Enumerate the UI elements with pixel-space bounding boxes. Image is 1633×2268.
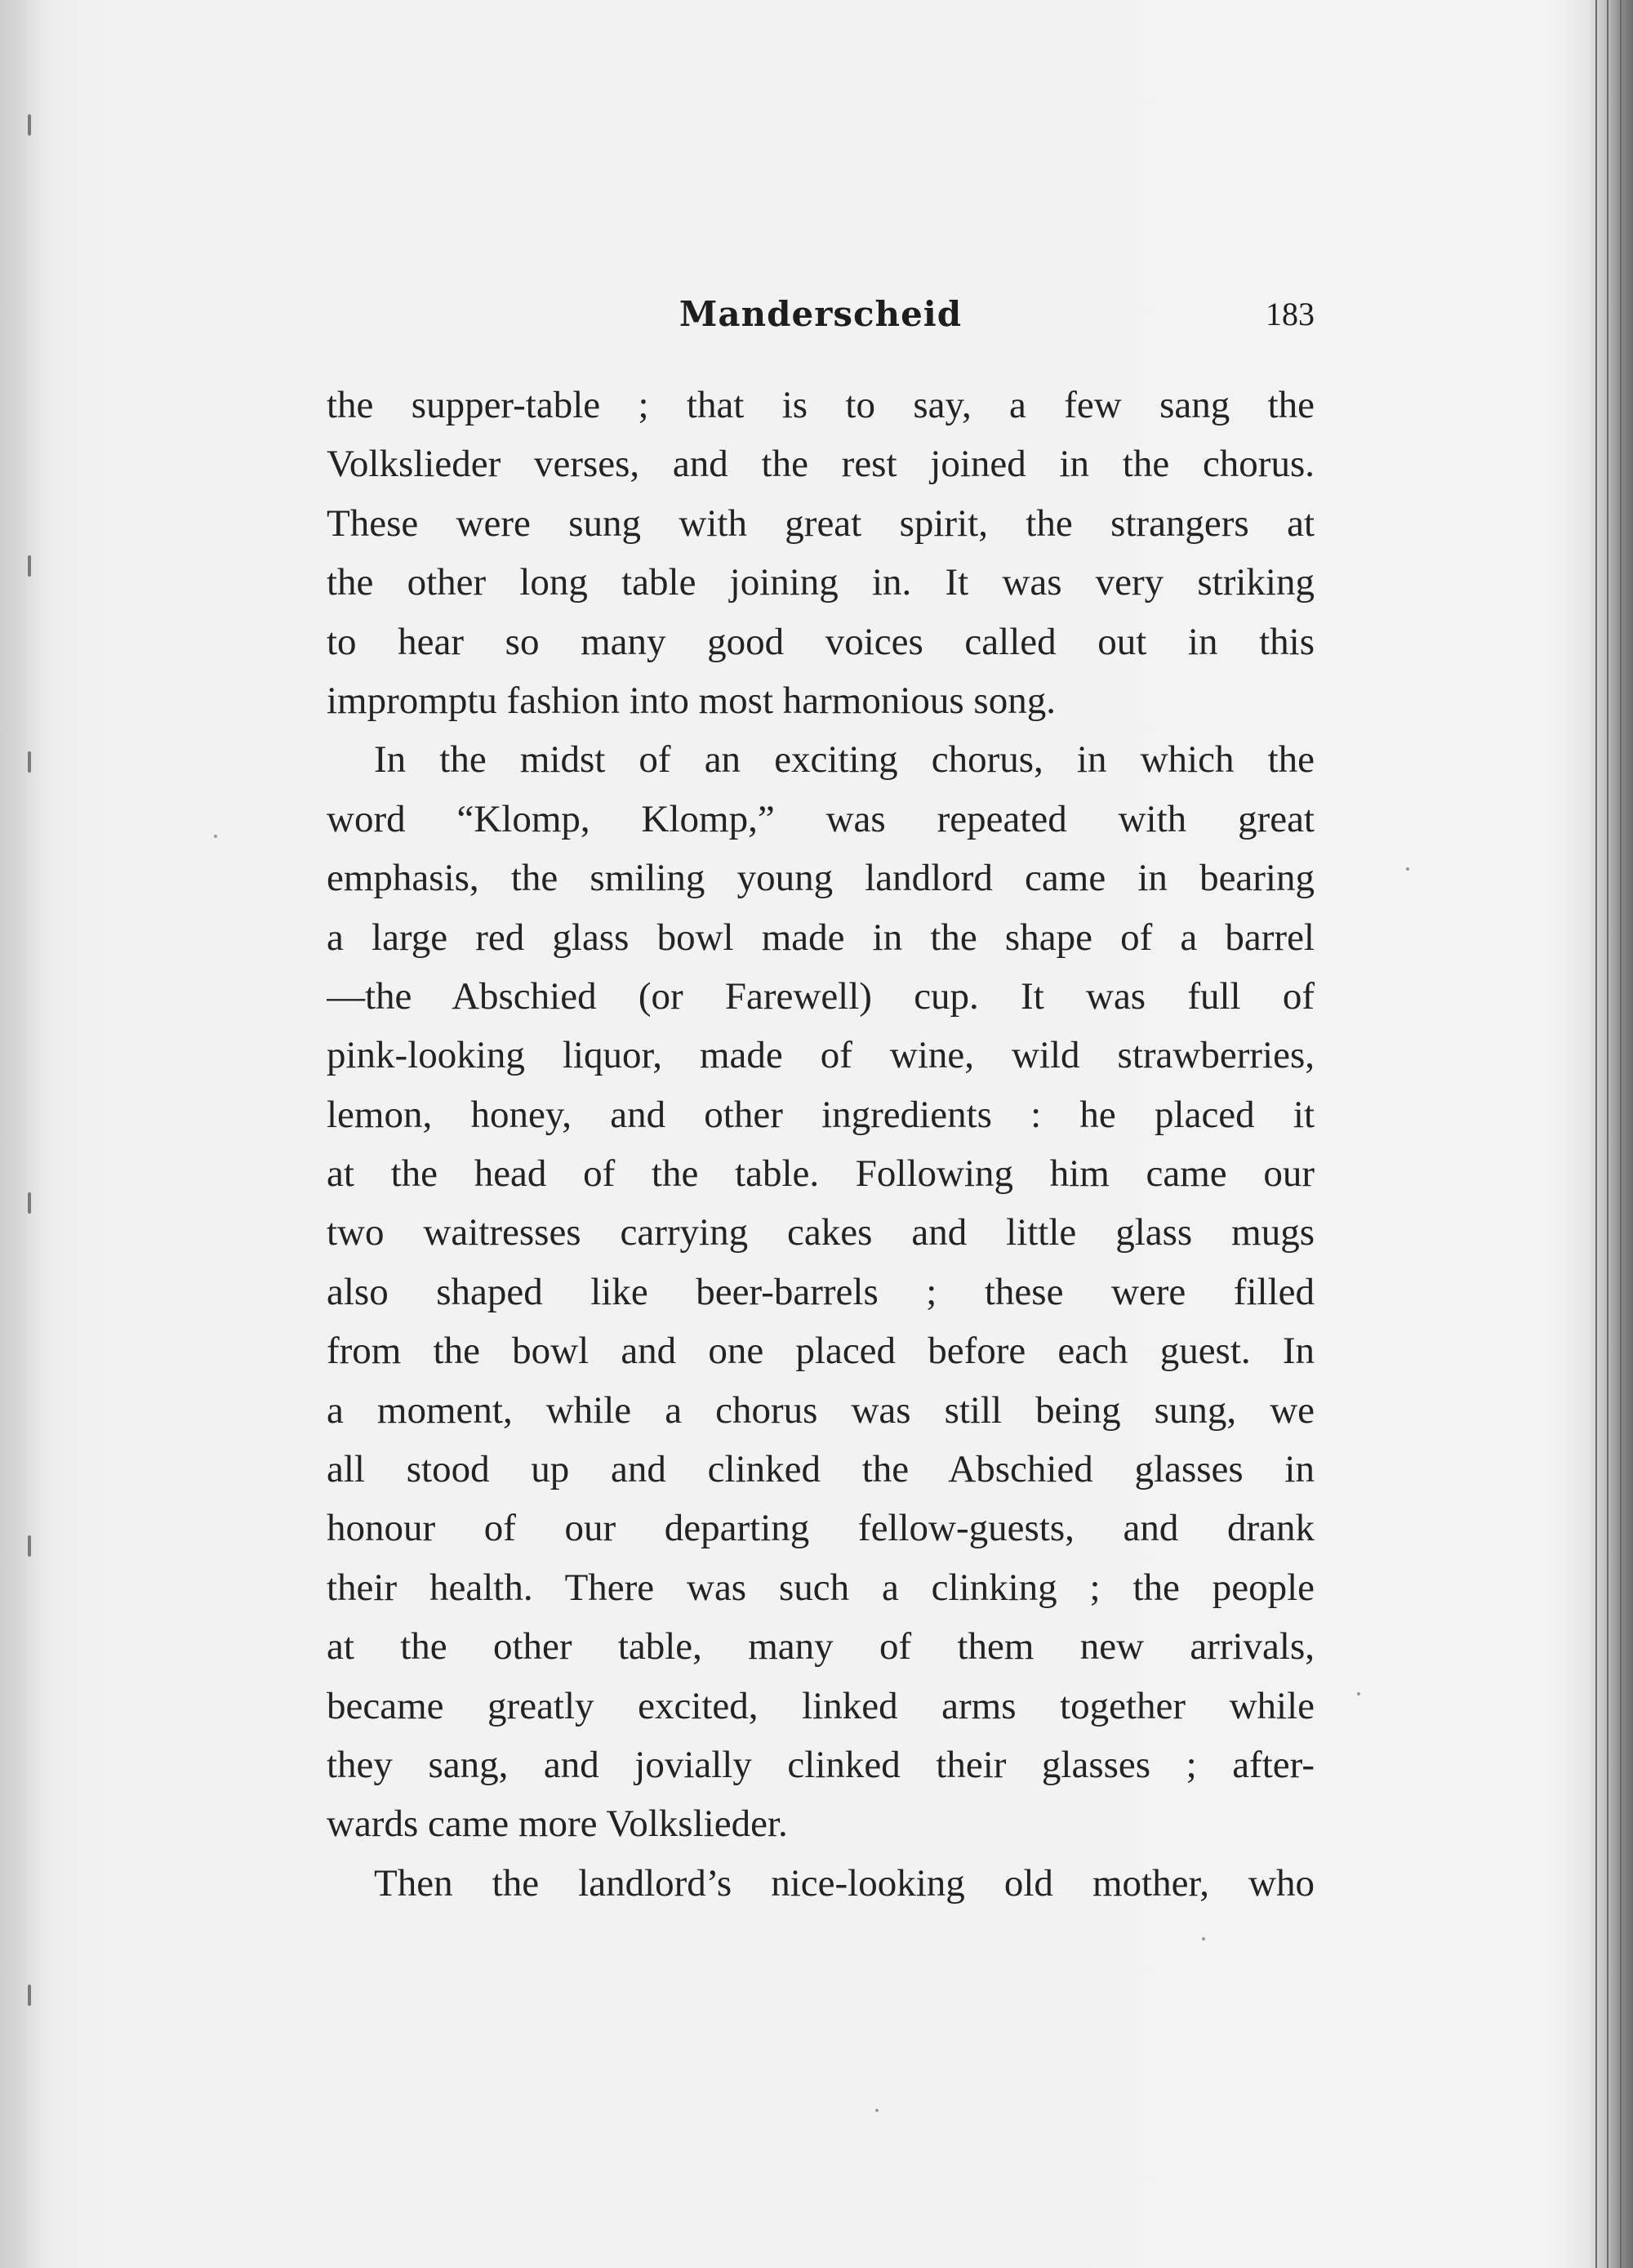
text-line: pink-looking liquor, made of wine, wild strawberries, <box>327 1034 1315 1077</box>
left-page-edge <box>0 0 49 2268</box>
binding-line <box>1607 0 1609 2268</box>
text-line: also shaped like beer-barrels ; these were filled <box>327 1270 1315 1313</box>
text-line: two waitresses carrying cakes and little glass mugs <box>327 1211 1315 1254</box>
text-line: became greatly excited, linked arms together while <box>327 1684 1315 1727</box>
text-line: their health. There was such a clinking ; the people <box>327 1566 1315 1609</box>
text-line: at the other table, many of them new arrivals, <box>327 1625 1315 1669</box>
text-line: honour of our departing fellow-guests, and drank <box>327 1507 1315 1550</box>
text-line: lemon, honey, and other ingredients : he placed it <box>327 1093 1315 1136</box>
text-line: the other long table joining in. It was very striking <box>327 561 1315 604</box>
body-text <box>327 376 1315 1913</box>
text-line: they sang, and jovially clinked their glasses ; after- <box>327 1743 1315 1786</box>
text-line: at the head of the table. Following him came our <box>327 1152 1315 1196</box>
text-line: from the bowl and one placed before each guest. In <box>327 1330 1315 1373</box>
paper-speck <box>1202 1937 1205 1940</box>
text-line: Then the landlord’s nice-looking old mother, who <box>374 1861 1315 1905</box>
binding-line <box>1595 0 1597 2268</box>
running-title: Manderscheid <box>679 294 963 334</box>
edge-mark <box>28 114 31 136</box>
text-line: emphasis, the smiling young landlord came in bearing <box>327 857 1315 900</box>
text-line: the supper-table ; that is to say, a few sang the <box>327 384 1315 426</box>
right-page-edge <box>1595 0 1633 2268</box>
paper-speck <box>875 2109 879 2112</box>
text-line: wards came more Volkslieder. <box>327 1802 788 1846</box>
text-line: all stood up and clinked the Abschied glasses in <box>327 1448 1315 1491</box>
binding-line <box>1620 0 1622 2268</box>
text-line: impromptu fashion into most harmonious song. <box>327 679 1056 722</box>
paper-speck <box>1406 867 1409 871</box>
text-line: In the midst of an exciting chorus, in which the <box>374 738 1315 782</box>
edge-mark <box>28 751 31 773</box>
edge-mark <box>28 1985 31 2006</box>
paper-speck <box>1357 1692 1360 1695</box>
text-line: to hear so many good voices called out in this <box>327 620 1315 663</box>
text-line: These were sung with great spirit, the strangers at <box>327 501 1315 545</box>
paper-speck <box>214 835 217 838</box>
edge-mark <box>28 555 31 577</box>
text-line: a large red glass bowl made in the shape of a barrel <box>327 916 1315 959</box>
text-line: word “Klomp, Klomp,” was repeated with great <box>327 797 1315 840</box>
edge-mark <box>28 1535 31 1557</box>
page-number: 183 <box>1266 296 1315 332</box>
text-line: a moment, while a chorus was still being sung, we <box>327 1388 1315 1432</box>
edge-mark <box>28 1192 31 1214</box>
text-line: Volkslieder verses, and the rest joined in the chorus. <box>327 443 1315 486</box>
page-header <box>327 286 1315 343</box>
text-line: —the Abschied (or Farewell) cup. It was full of <box>327 974 1315 1018</box>
